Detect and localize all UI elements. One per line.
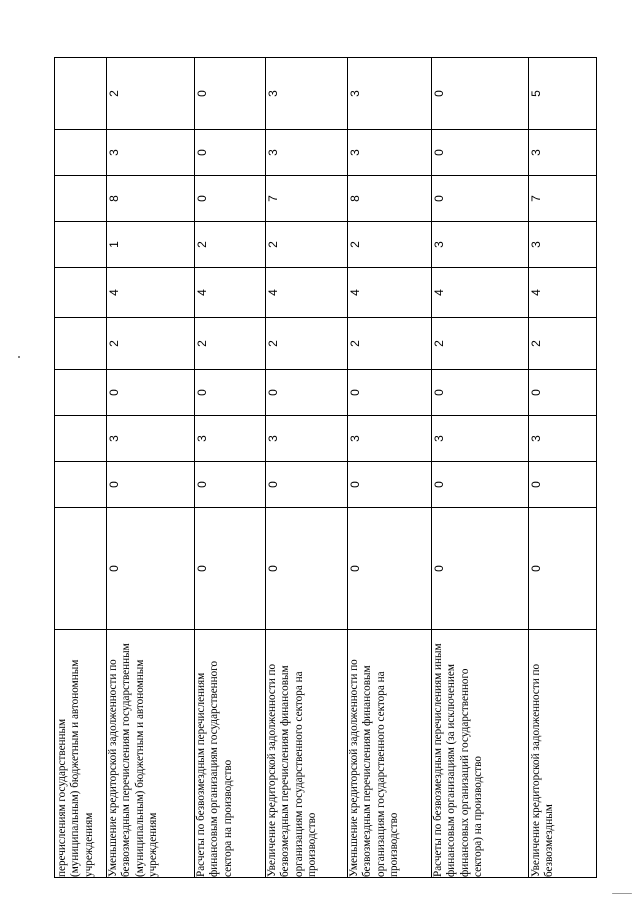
scan-speck [612,893,632,894]
cell-value: 0 [432,58,529,130]
table-row [55,58,107,878]
data-table [54,57,597,878]
cell-value: 3 [529,130,597,176]
cell-value: 2 [195,318,266,370]
cell-value: 3 [348,416,432,462]
cell-value: 0 [432,176,529,222]
cell-value: 0 [348,462,432,508]
cell-value [55,508,107,630]
cell-value: 4 [107,268,195,318]
cell-value: 3 [195,416,266,462]
cell-value: 0 [529,370,597,416]
cell-value [55,268,107,318]
cell-value: 5 [529,58,597,130]
cell-value: 3 [266,58,348,130]
table-row [266,58,348,878]
cell-value [55,222,107,268]
cell-value: 0 [529,462,597,508]
table-body [55,58,597,878]
scan-speck [18,356,20,358]
cell-value: 4 [529,268,597,318]
cell-value: 2 [529,318,597,370]
cell-value: 0 [195,176,266,222]
cell-value: 0 [432,508,529,630]
table-row [107,58,195,878]
row-label: Увеличение кредиторской задолженности по безвозмездным перечислениям финансовым организациям государственного сектора на производство [266,630,348,878]
cell-value: 8 [107,176,195,222]
cell-value: 3 [107,130,195,176]
cell-value: 2 [432,318,529,370]
cell-value: 2 [266,318,348,370]
cell-value: 4 [432,268,529,318]
cell-value [55,176,107,222]
cell-value: 0 [432,462,529,508]
cell-value: 0 [266,462,348,508]
cell-value: 0 [195,130,266,176]
table-row [529,58,597,878]
cell-value: 0 [195,462,266,508]
cell-value: 2 [107,58,195,130]
cell-value: 2 [266,222,348,268]
cell-value: 4 [266,268,348,318]
cell-value: 0 [348,508,432,630]
cell-value: 3 [348,58,432,130]
cell-value: 4 [195,268,266,318]
cell-value: 2 [195,222,266,268]
cell-value: 3 [266,416,348,462]
cell-value: 3 [529,222,597,268]
cell-value: 3 [348,130,432,176]
cell-value: 2 [107,318,195,370]
cell-value: 3 [529,416,597,462]
row-label: перечислениям государственным (муниципальным) бюджетным и автономным учреждениям [55,630,107,878]
cell-value [55,416,107,462]
cell-value: 0 [432,370,529,416]
cell-value: 2 [348,222,432,268]
table-row [348,58,432,878]
cell-value: 0 [107,508,195,630]
cell-value [55,130,107,176]
cell-value: 3 [432,416,529,462]
table-row [195,58,266,878]
cell-value: 0 [107,370,195,416]
row-label: Расчеты по безвозмездным перечислениям иным финансовым организациям (за исключением финансовых организаций государственного сектора) на производство [432,630,529,878]
cell-value: 0 [432,130,529,176]
table-row [432,58,529,878]
cell-value: 1 [107,222,195,268]
cell-value: 2 [348,318,432,370]
cell-value [55,58,107,130]
cell-value: 0 [266,508,348,630]
cell-value [55,370,107,416]
cell-value [55,462,107,508]
cell-value: 0 [348,370,432,416]
row-label: Расчеты по безвозмездным перечислениям финансовым организациям государственного сектора на производство [195,630,266,878]
cell-value: 0 [195,58,266,130]
row-label: Уменьшение кредиторской задолженности по безвозмездным перечислениям финансовым организациям государственного сектора на производство [348,630,432,878]
cell-value: 7 [529,176,597,222]
cell-value: 0 [195,508,266,630]
cell-value: 0 [529,508,597,630]
row-label: Увеличение кредиторской задолженности по безвозмездным [529,630,597,878]
cell-value: 3 [266,130,348,176]
rotated-table-container [54,58,596,878]
cell-value: 4 [348,268,432,318]
cell-value: 0 [266,370,348,416]
cell-value: 3 [107,416,195,462]
cell-value [55,318,107,370]
cell-value: 0 [195,370,266,416]
cell-value: 8 [348,176,432,222]
cell-value: 0 [107,462,195,508]
row-label: Уменьшение кредиторской задолженности по безвозмездным перечислениям государственным (муниципальным) бюджетным и автономным учреждениям [107,630,195,878]
cell-value: 7 [266,176,348,222]
cell-value: 3 [432,222,529,268]
